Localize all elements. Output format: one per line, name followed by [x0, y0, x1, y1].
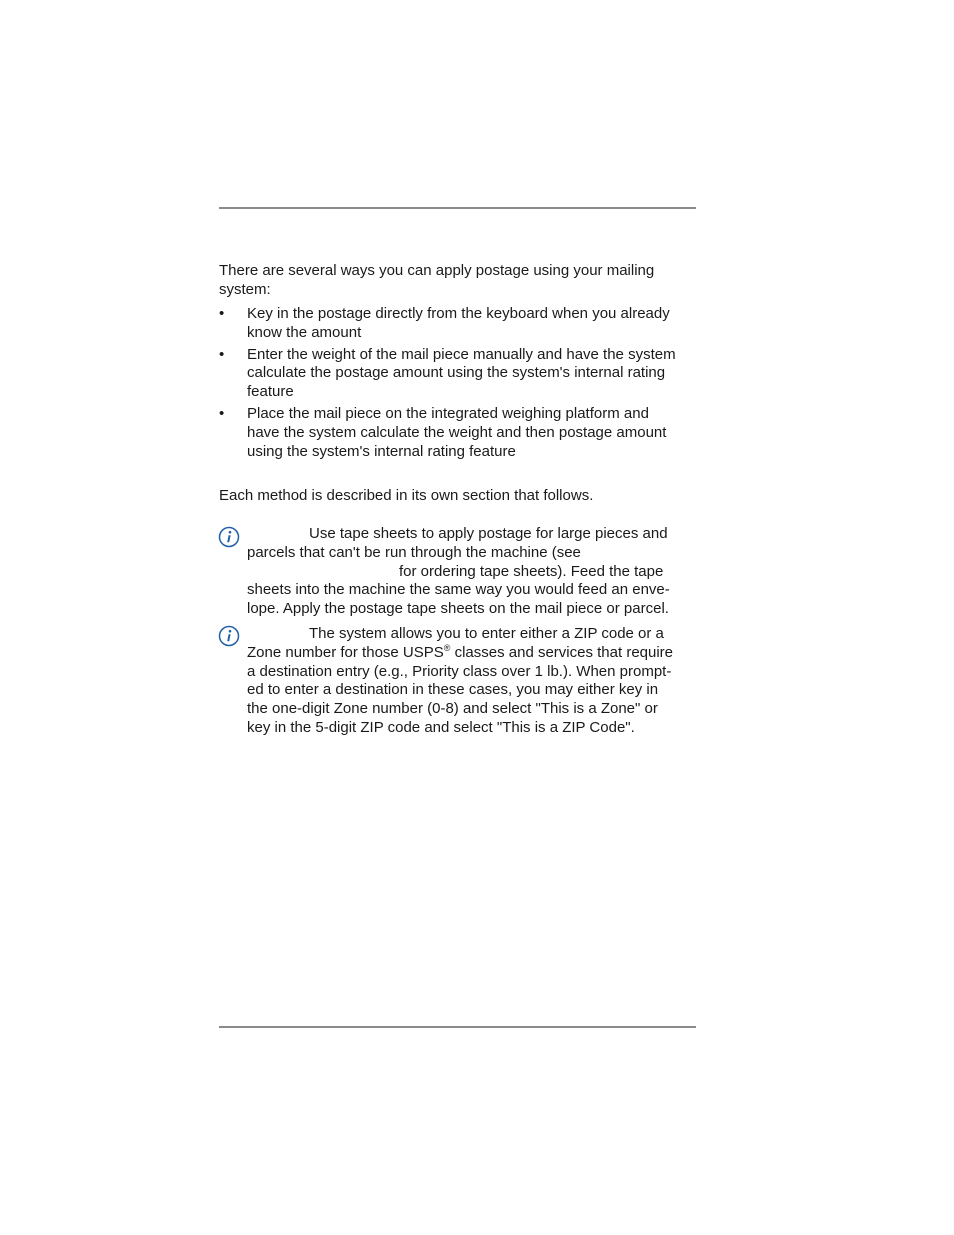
note-2-line-6: key in the 5-digit ZIP code and select "This is a ZIP Code". — [247, 719, 635, 736]
note-1-line-2: parcels that can't be run through the machine (see — [247, 544, 581, 561]
usps-text: Zone number for those USPS — [247, 644, 444, 661]
bullet-3-line-3: using the system's internal rating feature — [247, 443, 516, 460]
bullet-marker: • — [219, 305, 225, 322]
info-icon — [218, 526, 240, 548]
bullet-2-line-1: Enter the weight of the mail piece manually and have the system — [247, 346, 676, 363]
bullet-marker: • — [219, 405, 225, 422]
info-icon — [218, 625, 240, 647]
intro-line-1: There are several ways you can apply postage using your mailing — [219, 262, 655, 279]
note-2-line-4: ed to enter a destination in these cases, you may either key in — [247, 681, 659, 698]
note-1-line-5: lope. Apply the postage tape sheets on the mail piece or parcel. — [247, 600, 669, 617]
note-2-line-2-rest: classes and services that require — [450, 644, 674, 661]
section-intro-text: Each method is described in its own section that follows. — [219, 487, 594, 504]
registered-mark: ® — [443, 643, 451, 653]
footer-rule — [219, 1026, 696, 1028]
note-1-line-1: Use tape sheets to apply postage for large pieces and — [309, 525, 668, 542]
note-2-line-2 — [247, 643, 673, 662]
intro-line-2: system: — [219, 281, 271, 298]
note-2-line-3: a destination entry (e.g., Priority class over 1 lb.). When prompt- — [247, 663, 672, 680]
note-1-line-3: for ordering tape sheets). Feed the tape — [399, 563, 664, 580]
bullet-1-line-2: know the amount — [247, 324, 362, 341]
bullet-2-line-2: calculate the postage amount using the system's internal rating — [247, 364, 666, 381]
bullet-3-line-1: Place the mail piece on the integrated weighing platform and — [247, 405, 649, 422]
bullet-marker: • — [219, 346, 225, 363]
header-rule — [219, 207, 696, 209]
bullet-2-line-3: feature — [247, 383, 294, 400]
note-1-line-4: sheets into the machine the same way you would feed an enve- — [247, 581, 670, 598]
note-2-line-5: the one-digit Zone number (0-8) and select "This is a Zone" or — [247, 700, 658, 717]
bullet-3-line-2: have the system calculate the weight and then postage amount — [247, 424, 667, 441]
note-2-line-1: The system allows you to enter either a ZIP code or a — [309, 625, 664, 642]
bullet-1-line-1: Key in the postage directly from the keyboard when you already — [247, 305, 670, 322]
